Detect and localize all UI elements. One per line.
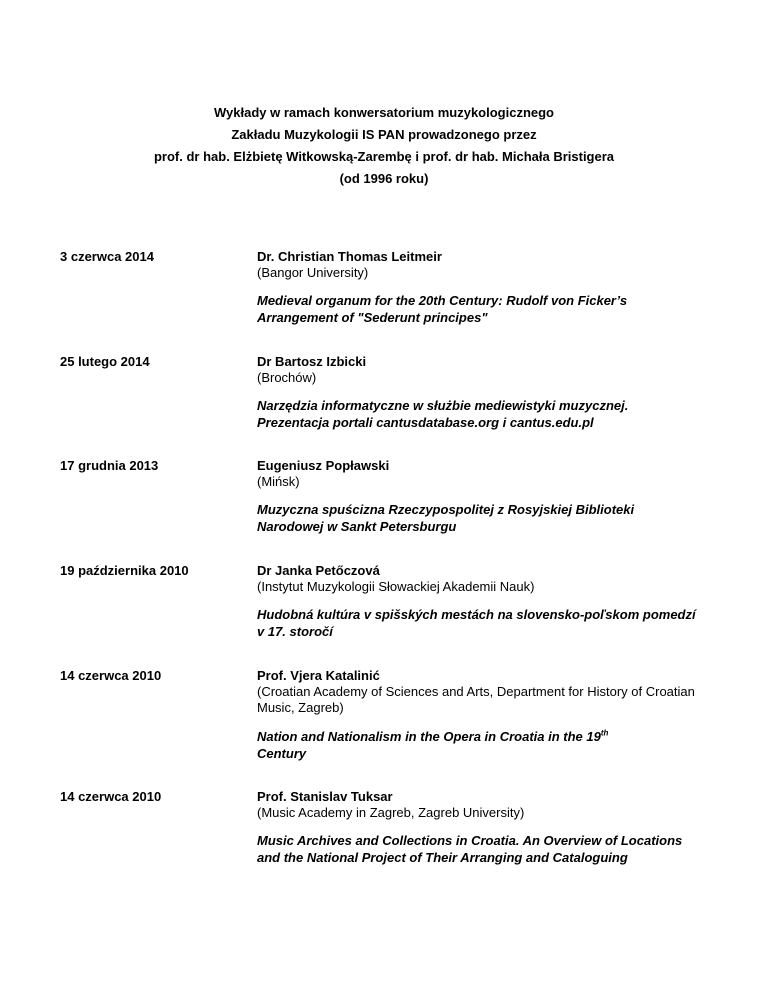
- lecture-date: 14 czerwca 2010: [60, 789, 162, 804]
- speaker-name: Dr Bartosz Izbicki: [257, 354, 367, 369]
- speaker-affiliation: (Instytut Muzykologii Słowackiej Akademii Nauk): [257, 579, 535, 594]
- speaker-name: Prof. Stanislav Tuksar: [257, 789, 393, 804]
- lecture-speaker-block: [257, 458, 697, 490]
- lecture-speaker-block: [257, 668, 697, 716]
- lecture-date: 25 lutego 2014: [60, 354, 150, 369]
- lecture-title: Muzyczna spuścizna Rzeczypospolitej z Rosyjskiej Biblioteki Narodowej w Sankt Petersburgu: [257, 502, 635, 534]
- lecture-speaker-block: [257, 354, 697, 386]
- speaker-affiliation: (Croatian Academy of Sciences and Arts, Department for History of Croatian Music, Zagreb): [257, 684, 695, 715]
- lecture-speaker-block: [257, 249, 697, 281]
- lecture-title-superscript: th: [600, 728, 609, 738]
- header-line-4: (od 1996 roku): [339, 171, 429, 186]
- header-line-1: Wykłady w ramach konwersatorium muzykologicznego: [213, 105, 555, 120]
- lecture-title: [257, 728, 697, 762]
- lecture-title: Music Archives and Collections in Croatia. An Overview of Locations and the National Project of Their Arranging and Cataloguing: [257, 833, 683, 865]
- lecture-title-main: Nation and Nationalism in the Opera in Croatia in the 19: [257, 729, 601, 744]
- lecture-title: Hudobná kultúra v spišských mestách na slovensko-poľskom pomedzí v 17. storočí: [257, 607, 696, 639]
- lecture-speaker-block: [257, 789, 697, 821]
- speaker-name: Dr. Christian Thomas Leitmeir: [257, 249, 442, 264]
- lecture-date: 17 grudnia 2013: [60, 458, 159, 473]
- speaker-affiliation: (Bangor University): [257, 265, 369, 280]
- header-line-2: Zakładu Muzykologii IS PAN prowadzonego przez: [231, 127, 537, 142]
- speaker-name: Dr Janka Petőczová: [257, 563, 380, 578]
- speaker-name: Eugeniusz Popławski: [257, 458, 390, 473]
- speaker-affiliation: (Brochów): [257, 370, 317, 385]
- lecture-speaker-block: [257, 563, 697, 595]
- lecture-date: 3 czerwca 2014: [60, 249, 154, 264]
- lecture-title: Narzędzia informatyczne w służbie mediewistyki muzycznej. Prezentacja portali cantusdatabase.org i cantus.edu.pl: [257, 398, 629, 430]
- speaker-affiliation: (Music Academy in Zagreb, Zagreb University): [257, 805, 525, 820]
- speaker-name: Prof. Vjera Katalinić: [257, 668, 380, 683]
- speaker-affiliation: (Mińsk): [257, 474, 300, 489]
- lecture-date: 19 października 2010: [60, 563, 189, 578]
- document-header: [0, 102, 768, 190]
- lecture-title: Medieval organum for the 20th Century: Rudolf von Ficker’s Arrangement of "Sederunt principes": [257, 293, 628, 325]
- lecture-title-end: Century: [257, 746, 307, 761]
- header-line-3: prof. dr hab. Elżbietę Witkowską-Zarembę i prof. dr hab. Michała Bristigera: [153, 149, 615, 164]
- lecture-date: 14 czerwca 2010: [60, 668, 162, 683]
